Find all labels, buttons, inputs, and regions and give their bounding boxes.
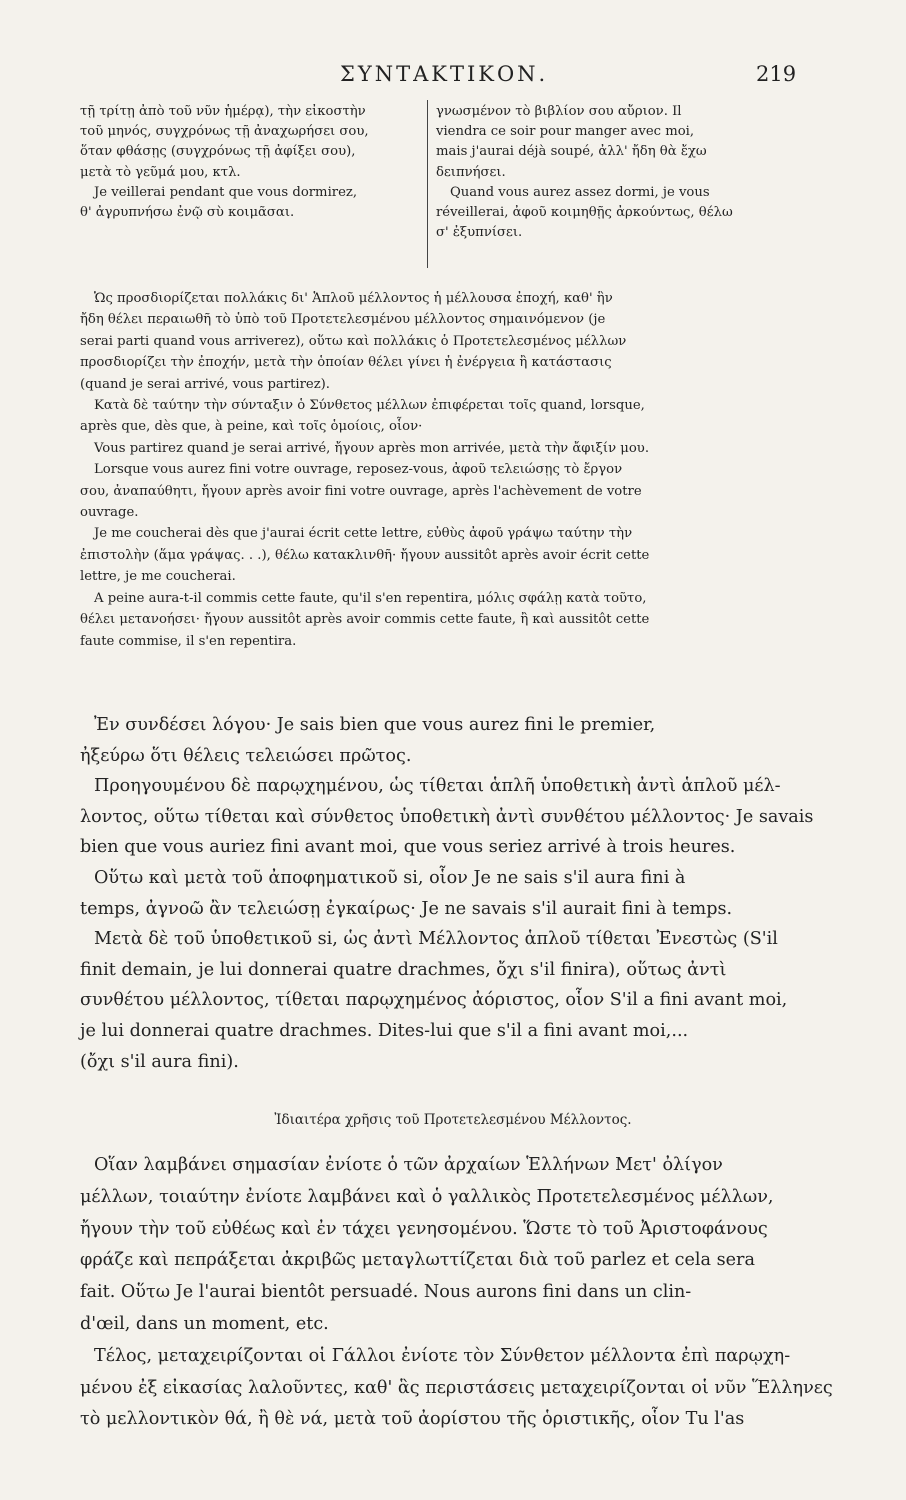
text-line: faute commise, il s'en repentira. [80,633,297,649]
text-line: τὸ μελλοντικὸν θά, ἢ θὲ νά, μετὰ τοῦ ἀορίστου τῆς ὁριστικῆς, οἷον Tu l'as [80,1409,745,1430]
text-line: Οὕτω καὶ μετὰ τοῦ ἀποφηματικοῦ si, οἷον Je ne sais s'il aura fini à [94,867,686,888]
text-line: τοῦ μηνός, συγχρόνως τῇ ἀναχωρήσει σου, [80,124,369,140]
text-line: γνωσμένον τὸ βιβλίον σου αὔριον. Il [436,104,682,119]
text-line: ἠξεύρω ὅτι θέλεις τελειώσει πρῶτος. [80,745,412,766]
text-line: Vous partirez quand je serai arrivé, ἤγουν après mon arrivée, μετὰ τὴν ἄφιξίν μου. [94,440,650,456]
text-line: ouvrage. [80,505,139,521]
text-line: ὅταν φθάσῃς (συγχρόνως τῇ ἀφίξει σου), [80,144,356,160]
text-line: Τέλος, μεταχειρίζονται οἱ Γάλλοι ἐνίοτε τὸν Σύνθετον μέλλοντα ἐπὶ παρῳχη- [94,1345,791,1366]
text-line: μετὰ τὸ γεῦμά μου, κτλ. [80,164,241,180]
right-column [436,102,802,243]
text-line: (ὄχι s'il aura fini). [80,1051,239,1072]
text-line: serai parti quand vous arriverez), οὕτω καὶ πολλάκις ὁ Προτετελεσμένος μέλλων [80,333,627,349]
text-line: προσδιορίζει τὴν ἐποχήν, μετὰ τὴν ὁποίαν θέλει γίνει ἡ ἐνέργεια ἢ κατάστασις [80,355,612,371]
text-line: finit demain, je lui donnerai quatre drachmes, ὄχι s'il finira), οὕτως ἀντὶ [80,959,727,980]
text-line: lettre, je me coucherai. [80,569,236,585]
main-text-section [80,710,814,1077]
text-line: ἐπιστολὴν (ἅμα γράψας. . .), θέλω κατακλινθῆ· ἤγουν aussitôt après avoir écrit cette [80,547,650,563]
closing-text-section [80,1150,833,1436]
text-line: Ὡς προσδιορίζεται πολλάκις δι' Ἁπλοῦ μέλλοντος ἡ μέλλουσα ἐποχή, καθ' ἣν [94,291,613,306]
text-line: fait. Οὕτω Je l'aurai bientôt persuadé. Nous aurons fini dans un clin- [80,1282,692,1303]
section-heading: Ἰδιαιτέρα χρῆσις τοῦ Προτετελεσμένου Μέλλοντος. [274,1112,632,1128]
text-line: (quand je serai arrivé, vous partirez). [80,376,330,392]
text-line: σ' ἐξυπνίσει. [436,225,523,241]
text-line: mais j'aurai déjà soupé, ἀλλ' ἤδη θὰ ἔχω [436,144,707,160]
text-line: ἤγουν τὴν τοῦ εὐθέως καὶ ἐν τάχει γενησομένου. Ὥστε τὸ τοῦ Ἀριστοφάνους [80,1218,768,1239]
text-line: Lorsque vous aurez fini votre ouvrage, reposez-vous, ἀφοῦ τελειώσῃς τὸ ἔργον [94,462,623,478]
text-line: Je me coucherai dès que j'aurai écrit cette lettre, εὐθὺς ἀφοῦ γράψω ταύτην τὴν [94,526,633,542]
text-line: δειπνήσει. [436,164,506,180]
text-line: Μετὰ δὲ τοῦ ὑποθετικοῦ si, ὡς ἀντὶ Μέλλοντος ἁπλοῦ τίθεται Ἐνεστὼς (S'il [94,929,778,950]
text-line: φράζε καὶ πεπράξεται ἀκριβῶς μεταγλωττίζεται διὰ τοῦ parlez et cela sera [80,1250,755,1271]
text-line: après que, dès que, à peine, καὶ τοῖς ὁμοίοις, οἷον· [80,419,423,435]
text-line: θέλει μετανοήσει· ἤγουν aussitôt après avoir commis cette faute, ἢ καὶ aussitôt cette [80,612,650,628]
text-line: ἤδη θέλει περαιωθῆ τὸ ὑπὸ τοῦ Προτετελεσμένου μέλλοντος σημαινόμενον (je [80,312,606,328]
running-header [0,62,906,92]
text-line: σου, ἀναπαύθητι, ἤγουν après avoir fini votre ouvrage, après l'achèvement de votre [80,483,642,499]
page-number: 219 [756,62,797,86]
text-line: réveillerai, ἀφοῦ κοιμηθῇς ἀρκούντως, θέλω [436,205,733,221]
text-line: d'œil, dans un moment, etc. [80,1313,329,1334]
text-line: Οἵαν λαμβάνει σημασίαν ἐνίοτε ὁ τῶν ἀρχαίων Ἑλλήνων Μετ' ὀλίγον [94,1155,723,1175]
text-line: Quand vous aurez assez dormi, je vous [450,184,710,200]
left-column [80,102,420,223]
small-print-section [80,288,802,652]
text-line: viendra ce soir pour manger avec moi, [436,124,695,140]
text-line: Προηγουμένου δὲ παρῳχημένου, ὡς τίθεται ἁπλῆ ὑποθετικὴ ἀντὶ ἁπλοῦ μέλ- [94,776,781,797]
text-line: Κατὰ δὲ ταύτην τὴν σύνταξιν ὁ Σύνθετος μέλλων ἐπιφέρεται τοῖς quand, lorsque, [94,398,645,414]
text-line: συνθέτου μέλλοντος, τίθεται παρῳχημένος ἀόριστος, οἷον S'il a fini avant moi, [80,990,788,1011]
text-line: μέλλων, τοιαύτην ἐνίοτε λαμβάνει καὶ ὁ γαλλικὸς Προτετελεσμένος μέλλων, [80,1186,774,1207]
text-line: je lui donnerai quatre drachmes. Dites-lui que s'il a fini avant moi,... [80,1020,689,1041]
text-line: temps, ἀγνοῶ ἂν τελειώσῃ ἐγκαίρως· Je ne savais s'il aurait fini à temps. [80,898,733,919]
text-line: Je veillerai pendant que vous dormirez, [94,184,358,200]
text-line: μένου ἐξ εἰκασίας λαλοῦντες, καθ' ἃς περιστάσεις μεταχειρίζονται οἱ νῦν Ἕλληνες [80,1377,833,1398]
text-line: θ' ἀγρυπνήσω ἐνῷ σὺ κοιμᾶσαι. [80,205,295,221]
column-divider [427,100,428,268]
page-title: ΣΥΝΤΑΚΤΙΚΟΝ. [340,62,549,86]
text-line: λοντος, οὕτω τίθεται καὶ σύνθετος ὑποθετικὴ ἀντὶ συνθέτου μέλλοντος· Je savais [80,806,814,827]
text-line: bien que vous auriez fini avant moi, que vous seriez arrivé à trois heures. [80,837,736,858]
text-line: τῇ τρίτῃ ἀπὸ τοῦ νῦν ἡμέρᾳ), τὴν εἰκοστὴν [80,104,366,119]
text-line: A peine aura-t-il commis cette faute, qu'il s'en repentira, μόλις σφάλῃ κατὰ τοῦτο, [94,590,647,606]
text-line: Ἐν συνδέσει λόγου· Je sais bien que vous aurez fini le premier, [94,715,656,735]
